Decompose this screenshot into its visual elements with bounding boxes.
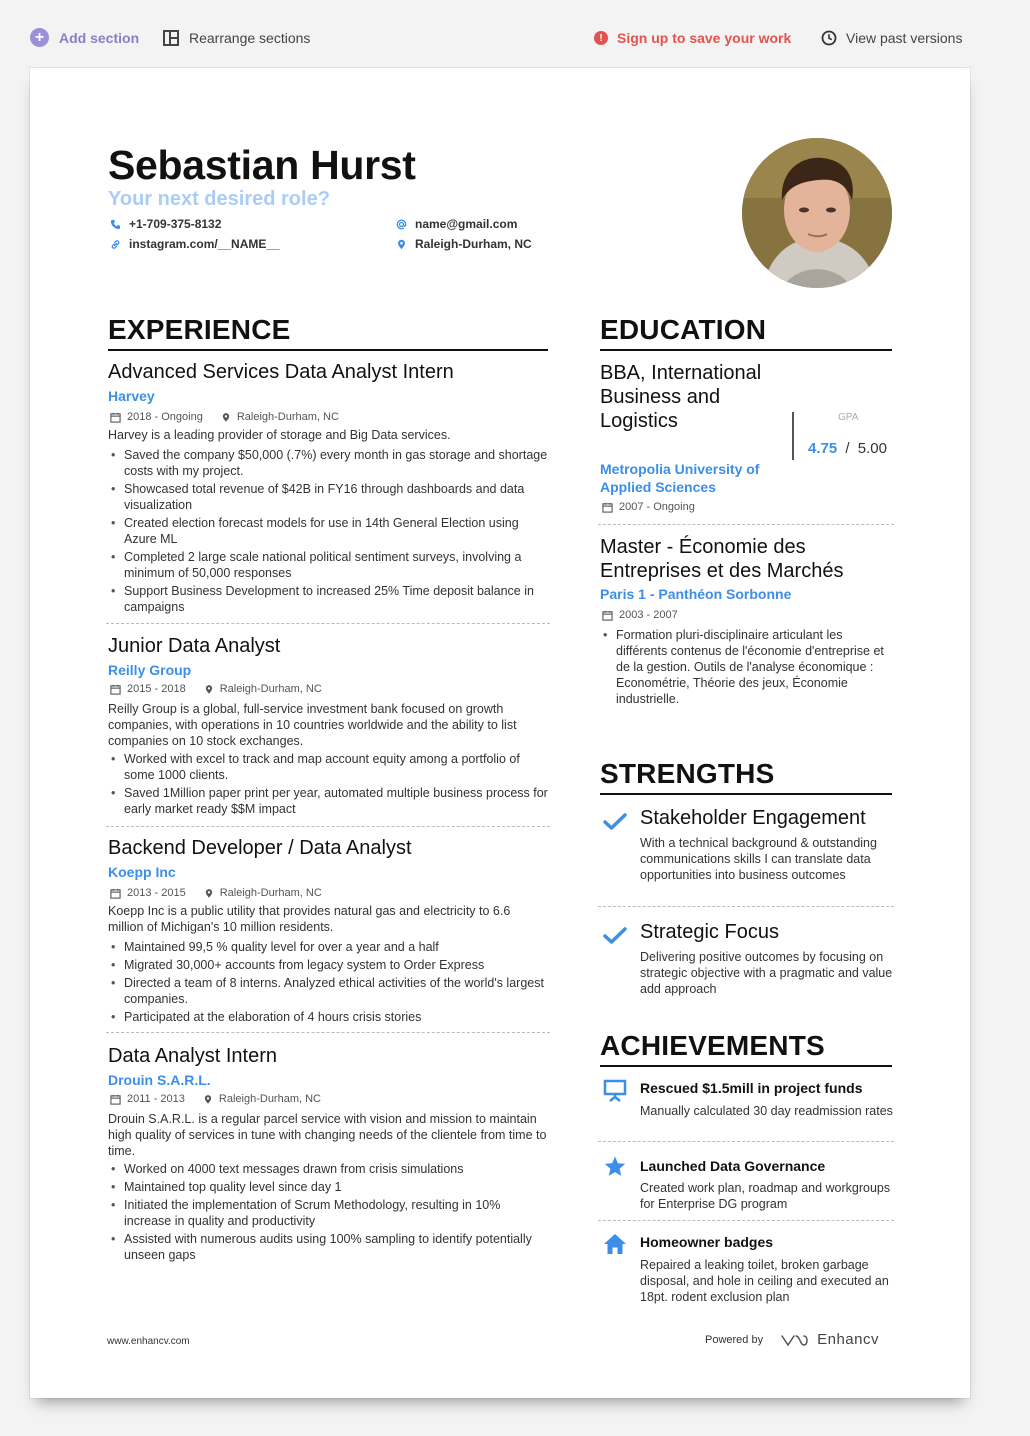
divider [106, 623, 550, 624]
powered-by-label: Powered by [705, 1333, 764, 1346]
brand-name: Enhancv [817, 1331, 879, 1348]
calendar-icon [110, 684, 121, 695]
gpa-value[interactable] [808, 440, 887, 457]
divider [598, 1220, 894, 1221]
job-title[interactable]: Advanced Services Data Analyst Intern [108, 361, 454, 383]
location-pin-icon [396, 239, 407, 250]
strength-description[interactable]: With a technical background & outstanding communications skills I can translate data opportunities into business outcomes [640, 836, 877, 882]
job-bullet[interactable]: • Maintained 99,5 % quality level for over a year and a half [108, 939, 548, 955]
editor-toolbar [0, 0, 1030, 66]
calendar-icon [602, 502, 613, 513]
job-dates: 2011 - 2013 [127, 1093, 185, 1105]
job-bullet[interactable]: • Saved 1Million paper print per year, automated multiple business process for early market ready $$M impact [108, 785, 548, 817]
education-school[interactable]: Paris 1 - Panthéon Sorbonne [600, 586, 792, 602]
job-bullets [108, 751, 548, 819]
job-meta [110, 411, 339, 423]
location-pin-icon [203, 1094, 213, 1105]
location-pin-icon [221, 412, 231, 423]
contact-link[interactable] [110, 237, 280, 251]
link-text: instagram.com/__NAME__ [129, 237, 280, 251]
calendar-icon [110, 1094, 121, 1105]
contact-email[interactable] [396, 217, 517, 231]
profile-photo-image [742, 138, 892, 288]
location-text: Raleigh-Durham, NC [415, 237, 532, 251]
alert-icon: ! [594, 31, 608, 45]
home-icon [603, 1232, 627, 1256]
job-location: Raleigh-Durham, NC [219, 887, 322, 899]
achievement-description[interactable]: Manually calculated 30 day readmission rates [640, 1104, 893, 1118]
rearrange-label: Rearrange sections [189, 30, 311, 46]
gpa-separator: / [845, 440, 850, 457]
education-dates: 2007 - Ongoing [619, 501, 695, 513]
calendar-icon [110, 888, 121, 899]
job-bullet[interactable]: • Worked with excel to track and map account equity among a portfolio of some 1000 clients. [108, 751, 548, 783]
strength-title[interactable]: Stakeholder Engagement [640, 807, 866, 829]
job-bullets [108, 447, 548, 617]
education-degree[interactable]: Master - Économie des Entreprises et des Marchés [600, 536, 844, 582]
job-dates: 2015 - 2018 [127, 683, 186, 695]
job-bullet[interactable]: • Participated at the elaboration of 4 hours crisis stories [108, 1009, 548, 1025]
job-description[interactable]: Harvey is a leading provider of storage and Big Data services. [108, 428, 451, 442]
achievements-section-title[interactable]: ACHIEVEMENTS [600, 1030, 892, 1067]
education-meta [602, 501, 695, 513]
job-bullet[interactable]: • Directed a team of 8 interns. Analyzed ethical activities of the world's largest companies. [108, 975, 548, 1007]
strengths-section-title[interactable]: STRENGTHS [600, 758, 892, 795]
job-meta [110, 887, 322, 899]
calendar-icon [602, 610, 613, 621]
resume-page [30, 68, 970, 1398]
calendar-icon [110, 412, 121, 423]
job-company[interactable]: Harvey [108, 388, 155, 404]
education-meta [602, 609, 678, 621]
clock-icon [821, 30, 837, 46]
checkmark-icon [603, 813, 627, 831]
rearrange-sections-button[interactable] [163, 30, 310, 46]
education-dates: 2003 - 2007 [619, 609, 678, 621]
divider [598, 906, 894, 907]
presentation-icon [603, 1078, 627, 1102]
phone-icon [110, 219, 121, 230]
enhancv-logo-icon [779, 1332, 811, 1348]
footer-powered[interactable] [705, 1331, 879, 1348]
desired-role[interactable]: Your next desired role? [108, 188, 330, 210]
signup-link[interactable] [594, 30, 791, 46]
achievement-description[interactable]: Repaired a leaking toilet, broken garbage disposal, and hole in ceiling and executed an 18pt. rodent exclusion plan [640, 1258, 889, 1304]
strength-description[interactable]: Delivering positive outcomes by focusing on strategic objective with a pragmatic and value add approach [640, 950, 893, 996]
job-bullet[interactable]: • Migrated 30,000+ accounts from legacy system to Order Express [108, 957, 548, 973]
achievement-title[interactable]: Rescued $1.5mill in project funds [640, 1080, 863, 1096]
job-bullet[interactable]: • Created election forecast models for use in 14th General Election using Azure ML [108, 515, 548, 547]
gpa-label: GPA [838, 412, 859, 423]
contact-phone[interactable] [110, 217, 221, 231]
achievement-title[interactable]: Homeowner badges [640, 1234, 774, 1250]
view-past-versions-button[interactable] [821, 30, 962, 46]
star-icon [603, 1155, 627, 1179]
location-pin-icon [204, 888, 214, 899]
job-location: Raleigh-Durham, NC [218, 1093, 321, 1105]
gpa-max: 5.00 [857, 440, 887, 457]
profile-photo[interactable] [742, 138, 892, 288]
job-bullet[interactable]: • Showcased total revenue of $42B in FY16 through dashboards and data visualization [108, 481, 548, 513]
education-bullet[interactable]: • Formation pluri-disciplinaire articulant les différents contenus de l'économie d'entreprise et de la gestion. Outils de l'analyse économique : Econométrie, Théorie des jeux, Économie industrielle. [600, 627, 892, 707]
plus-icon: + [30, 28, 49, 47]
job-bullet[interactable]: • Support Business Development to increased 25% Time deposit balance in campaigns [108, 583, 548, 615]
phone-text: +1-709-375-8132 [129, 217, 222, 231]
education-degree[interactable]: BBA, International Business and Logistics [600, 362, 762, 432]
link-icon [110, 239, 121, 250]
past-versions-label: View past versions [846, 30, 963, 46]
job-description[interactable]: Reilly Group is a global, full-service investment bank focused on growth companies, with operations in 10 countries worldwide and the ability to list companies on 10 stock exchanges. [108, 702, 517, 748]
job-title[interactable]: Junior Data Analyst [108, 635, 281, 657]
contact-location[interactable] [396, 237, 532, 251]
job-bullet[interactable]: • Saved the company $50,000 (.7%) every month in gas storage and shortage costs with my project. [108, 447, 548, 479]
divider [106, 1032, 550, 1033]
footer-site[interactable]: www.enhancv.com [107, 1336, 190, 1347]
layout-icon [163, 30, 179, 46]
signup-label: Sign up to save your work [617, 30, 792, 46]
job-meta [110, 1093, 321, 1105]
achievement-title[interactable]: Launched Data Governance [640, 1158, 826, 1174]
resume-name[interactable]: Sebastian Hurst [108, 142, 416, 188]
job-title[interactable]: Data Analyst Intern [108, 1045, 277, 1067]
education-section-title[interactable]: EDUCATION [600, 314, 892, 351]
divider [106, 826, 550, 827]
divider [598, 524, 894, 525]
location-pin-icon [204, 684, 214, 695]
gpa-divider [792, 412, 794, 460]
education-school[interactable]: Metropolia University of Applied Sciences [600, 461, 760, 495]
job-meta [110, 683, 322, 695]
job-company[interactable]: Drouin S.A.R.L. [108, 1072, 211, 1088]
job-bullets [108, 1161, 548, 1265]
job-title[interactable]: Backend Developer / Data Analyst [108, 837, 412, 859]
job-company[interactable]: Koepp Inc [108, 864, 176, 880]
job-location: Raleigh-Durham, NC [219, 683, 322, 695]
achievement-description[interactable]: Created work plan, roadmap and workgroups for Enterprise DG program [640, 1181, 891, 1211]
at-icon [396, 219, 407, 230]
education-bullets [600, 627, 892, 709]
job-description[interactable]: Koepp Inc is a public utility that provides natural gas and electricity to 6.6 million of Michigan's 10 million residents. [108, 904, 511, 934]
job-location: Raleigh-Durham, NC [236, 411, 339, 423]
job-dates: 2013 - 2015 [127, 887, 186, 899]
job-description[interactable]: Drouin S.A.R.L. is a regular parcel service with vision and mission to maintain high quality of services in tune with changing needs of the clientele from time to time. [108, 1112, 547, 1158]
add-section-label: Add section [59, 29, 140, 46]
gpa-score: 4.75 [808, 440, 838, 457]
job-dates: 2018 - Ongoing [127, 411, 203, 423]
email-text: name@gmail.com [415, 217, 518, 231]
job-bullets [108, 939, 548, 1027]
experience-section-title[interactable]: EXPERIENCE [108, 314, 548, 351]
add-section-button[interactable] [30, 28, 139, 47]
job-bullet[interactable]: • Worked on 4000 text messages drawn from crisis simulations [108, 1161, 548, 1177]
strength-title[interactable]: Strategic Focus [640, 921, 779, 943]
job-bullet[interactable]: • Assisted with numerous audits using 100% sampling to identify potentially unseen gaps [108, 1231, 548, 1263]
job-company[interactable]: Reilly Group [108, 662, 192, 678]
job-bullet[interactable]: • Initiated the implementation of Scrum Methodology, resulting in 10% increase in quality and productivity [108, 1197, 548, 1229]
divider [598, 1141, 894, 1142]
job-bullet[interactable]: • Maintained top quality level since day 1 [108, 1179, 548, 1195]
job-bullet[interactable]: • Completed 2 large scale national political sentiment surveys, involving a minimum of 50,000 responses [108, 549, 548, 581]
checkmark-icon [603, 927, 627, 945]
